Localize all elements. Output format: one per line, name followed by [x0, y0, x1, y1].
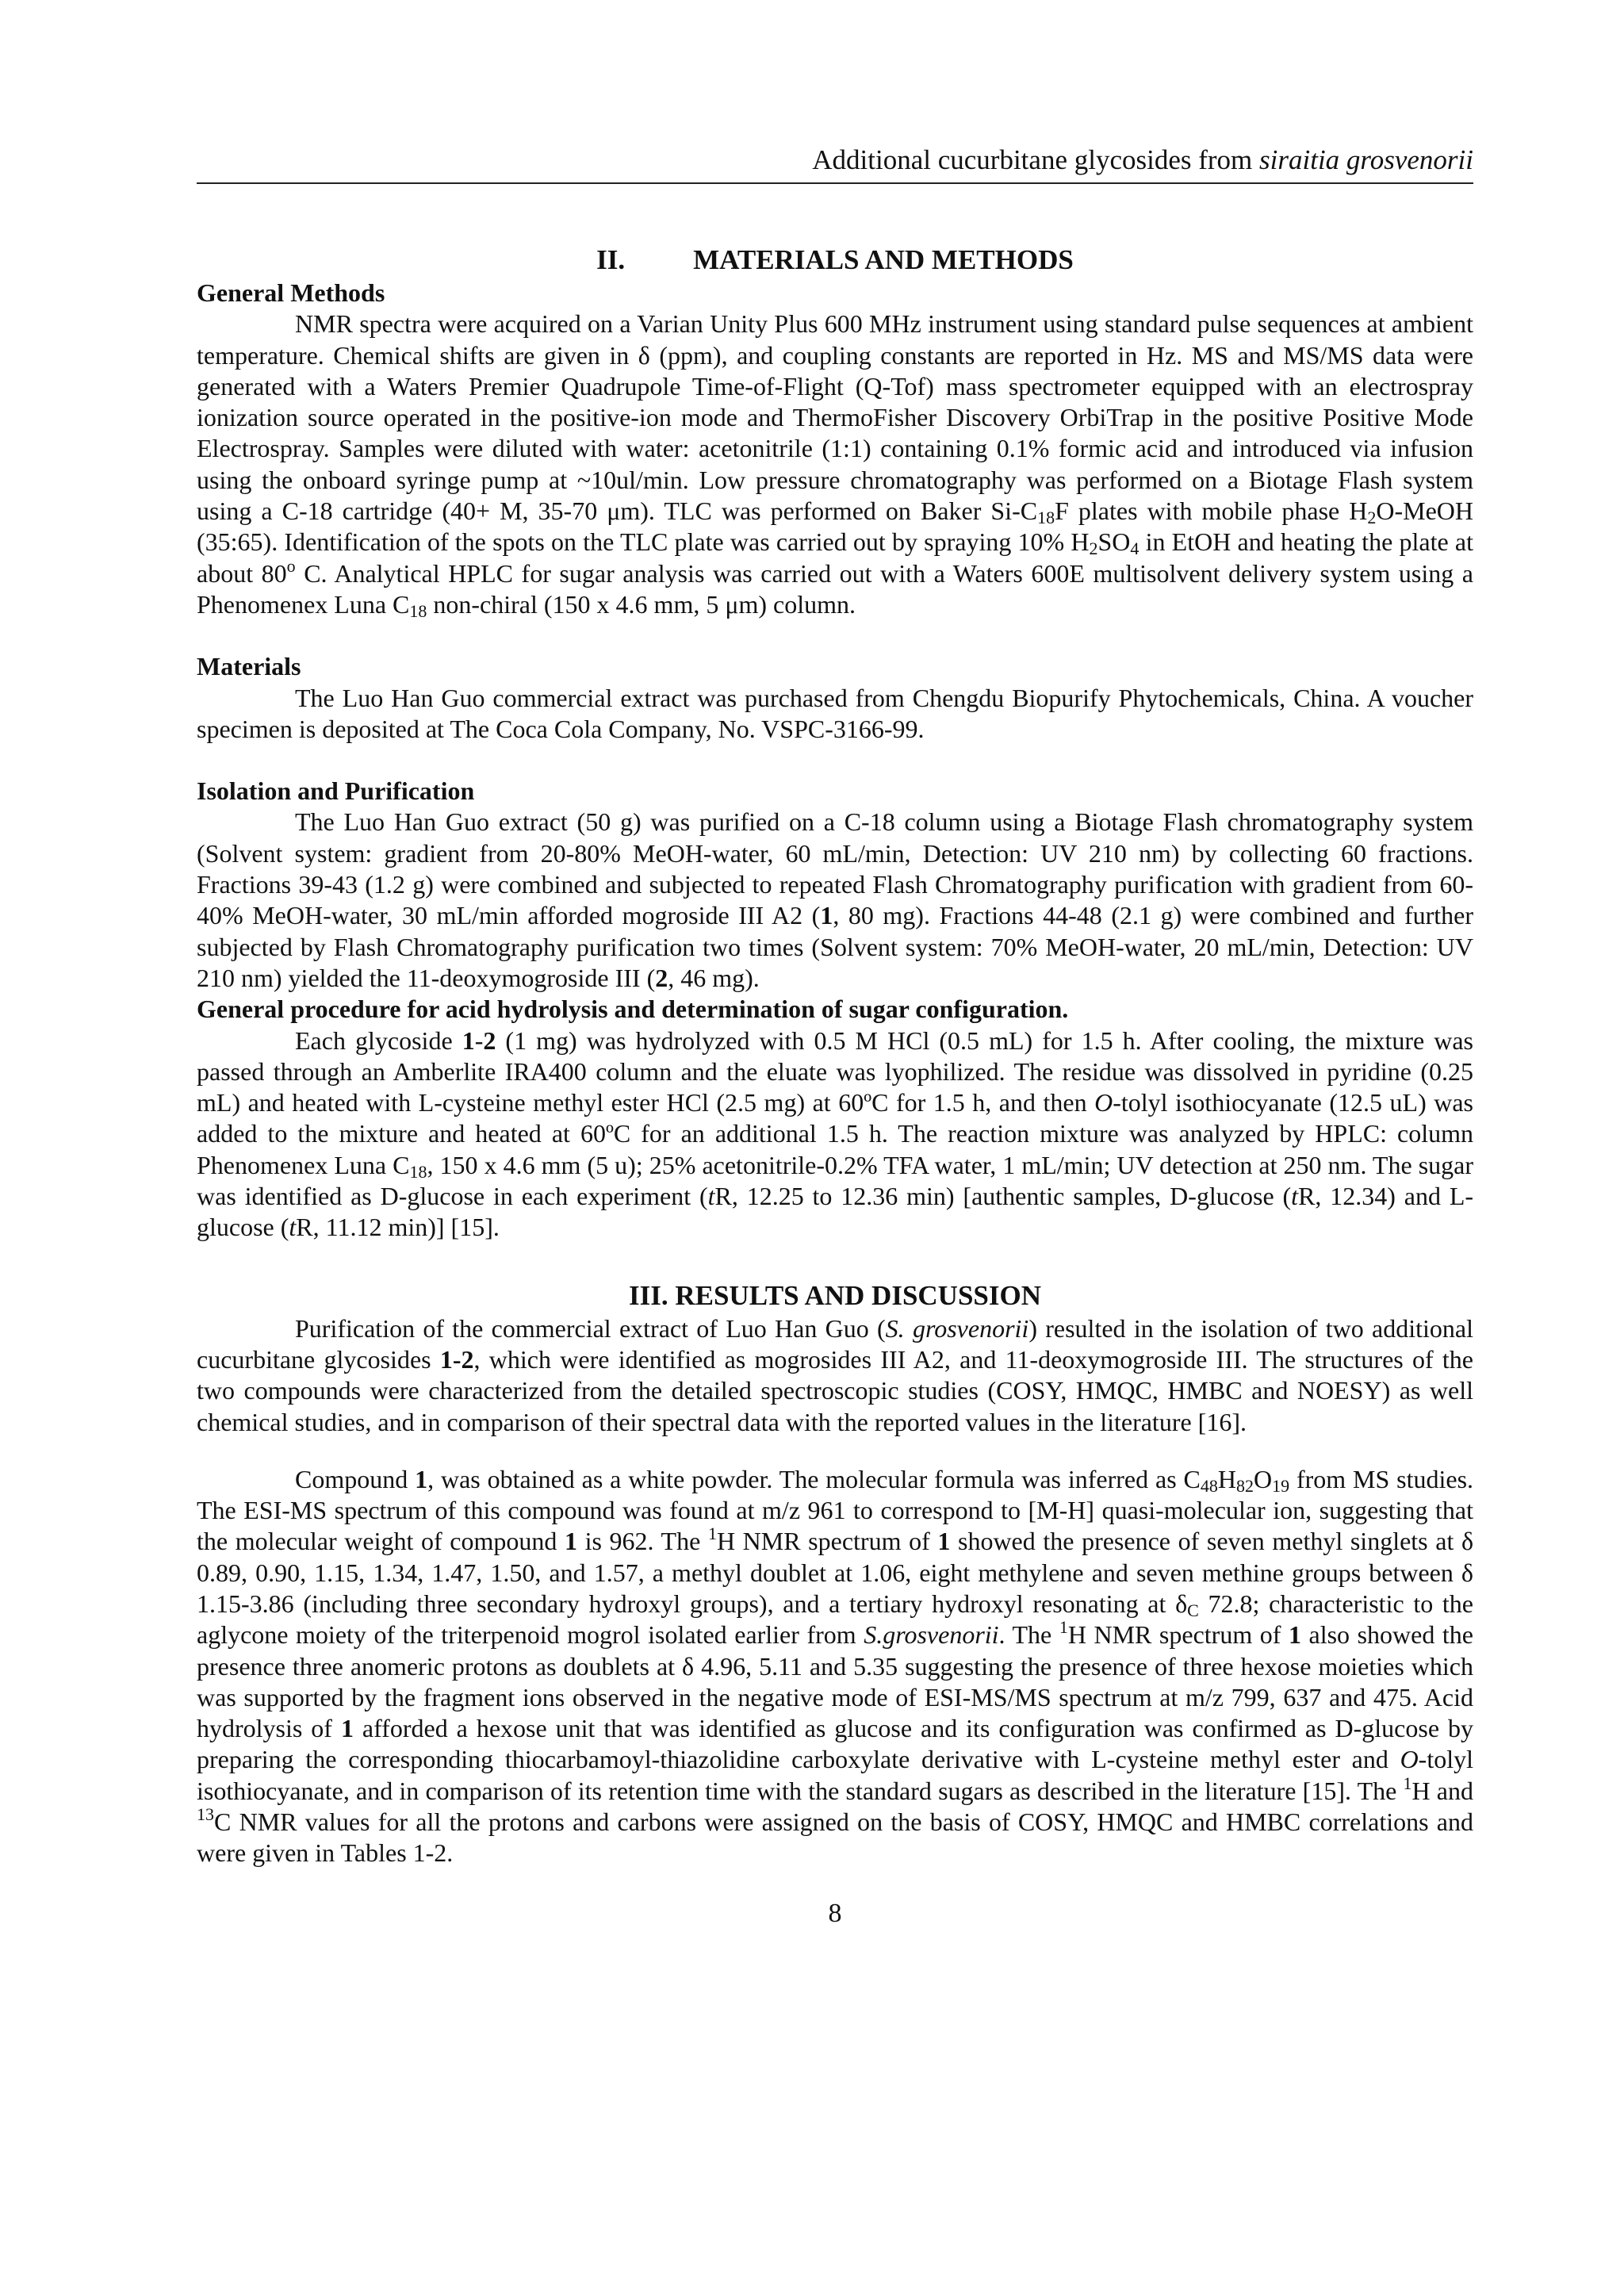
section-heading-results: III. RESULTS AND DISCUSSION	[628, 1279, 1042, 1311]
paragraph-general-methods: NMR spectra were acquired on a Varian Unity Plus 600 MHz instrument using standard pulse sequences at ambient temperature. Chemical shifts are given in δ (ppm), and coupling constants are reported in Hz. MS and MS/MS data were generated with a Waters Premier Quadrupole Time-of-Flight (Q-Tof) mass spectrometer equipped with an electrospray ionization source operated in the positive-ion mode and ThermoFisher Discovery OrbiTrap in the positive Positive Mode Electrospray. Samples were diluted with water: acetonitrile (1:1) containing 0.1% formic acid and introduced via infusion using the onboard syringe pump at ~10ul/min. Low pressure chromatography was performed on a Biotage Flash system using a C-18 cartridge (40+ M, 35-70 μm). TLC was performed on Baker $Si-C_{18}F$ plates with mobile phase $H_2O$-MeOH (35:65). Identification of the spots on the TLC plate was carried out by spraying 10% $H_2SO_4$ in EtOH and heating the plate at about 80$^o$ C. Analytical HPLC for sugar analysis was carried out with a Waters 600E multisolvent delivery system using a Phenomenex Luna $C_{18}$ non-chiral (150 x 4.6 mm, 5 μm) column.	[197, 309, 1474, 621]
paragraph-results-1: Purification of the commercial extract of Luo Han Guo (S. grosvenorii) resulted in the isolation of two additional cucurbitane glycosides 1-2, which were identified as mogrosides III A2, and 11-deoxymogroside III. The structures of the two compounds were characterized from the detailed spectroscopic studies (COSY, HMQC, HMBC and NOESY) as well chemical studies, and in comparison of their spectral data with the reported values in the literature [16].	[197, 1313, 1474, 1436]
subheading-materials: Materials	[197, 652, 301, 681]
section-heading-materials-methods: II. MATERIALS AND METHODS	[596, 244, 1074, 275]
paragraph-acid-hydrolysis: Each glycoside 1-2 (1 mg) was hydrolyzed with 0.5 M HCl (0.5 mL) for 1.5 h. After cooling, the mixture was passed through an Amberlite IRA400 column and the eluate was lyophilized. The residue was dissolved in pyridine (0.25 mL) and heated with L-cysteine methyl ester HCl (2.5 mg) at 60ºC for 1.5 h, and then O-tolyl isothiocyanate (12.5 uL) was added to the mixture and heated at 60ºC for an additional 1.5 h. The reaction mixture was analyzed by HPLC: column Phenomenex Luna $C_{18}$, 150 x 4.6 mm (5 u); 25% acetonitrile-0.2% TFA water, 1 mL/min; UV detection at 250 nm. The sugar was identified as D-glucose in each experiment (tR, 12.25 to 12.36 min) [authentic samples, D-glucose (tR, 12.34) and L-glucose (tR, 11.12 min)] [15].	[197, 1025, 1474, 1242]
paragraph-materials: The Luo Han Guo commercial extract was purchased from Chengdu Biopurify Phytochemicals, China. A voucher specimen is deposited at The Coca Cola Company, No. VSPC-3166-99.	[197, 683, 1473, 743]
page-number: 8	[828, 1898, 842, 1928]
subheading-acid-hydrolysis: General procedure for acid hydrolysis and determination of sugar configuration.	[197, 995, 1069, 1024]
subheading-general-methods: General Methods	[197, 278, 385, 307]
paper-page	[197, 143, 1473, 1930]
paragraph-isolation: The Luo Han Guo extract (50 g) was purified on a C-18 column using a Biotage Flash chromatography system (Solvent system: gradient from 20-80% MeOH-water, 60 mL/min, Detection: UV 210 nm) by collecting 60 fractions. Fractions 39-43 (1.2 g) were combined and subjected to repeated Flash Chromatography purification with gradient from 60-40% MeOH-water, 30 mL/min afforded mogroside III A2 (1, 80 mg). Fractions 44-48 (2.1 g) were combined and further subjected by Flash Chromatography purification two times (Solvent system: 70% MeOH-water, 20 mL/min, Detection: UV 210 nm) yielded the 11-deoxymogroside III (2, 46 mg).	[197, 807, 1474, 992]
paragraph-results-2: Compound 1, was obtained as a white powder. The molecular formula was inferred as $C_{48}H_{82}O_{19}$ from MS studies. The ESI-MS spectrum of this compound was found at m/z 961 to correspond to [M-H] quasi-molecular ion, suggesting that the molecular weight of compound 1 is 962. The $^1$H NMR spectrum of 1 showed the presence of seven methyl singlets at δ 0.89, 0.90, 1.15, 1.34, 1.47, 1.50, and 1.57, a methyl doublet at 1.06, eight methylene and seven methine groups between δ 1.15-3.86 (including three secondary hydroxyl groups), and a tertiary hydroxyl resonating at $\delta_C$ 72.8; characteristic to the aglycone moiety of the triterpenoid mogrol isolated earlier from S.grosvenorii. The $^1$H NMR spectrum of 1 also showed the presence three anomeric protons as doublets at δ 4.96, 5.11 and 5.35 suggesting the presence of three hexose moieties which was supported by the fragment ions observed in the negative mode of ESI-MS/MS spectrum at m/z 799, 637 and 475. Acid hydrolysis of 1 afforded a hexose unit that was identified as glucose and its configuration was confirmed as D-glucose by preparing the corresponding thiocarbamoyl-thiazolidine carboxylate derivative with L-cysteine methyl ester and O-tolyl isothiocyanate, and in comparison of its retention time with the standard sugars as described in the literature [15]. The $^1$H and $^{13}$C NMR values for all the protons and carbons were assigned on the basis of COSY, HMQC and HMBC correlations and were given in Tables 1-2.	[197, 1464, 1474, 1868]
subheading-isolation: Isolation and Purification	[197, 776, 475, 806]
running-head: Additional cucurbitane glycosides from siraitia grosvenorii	[197, 143, 1473, 184]
